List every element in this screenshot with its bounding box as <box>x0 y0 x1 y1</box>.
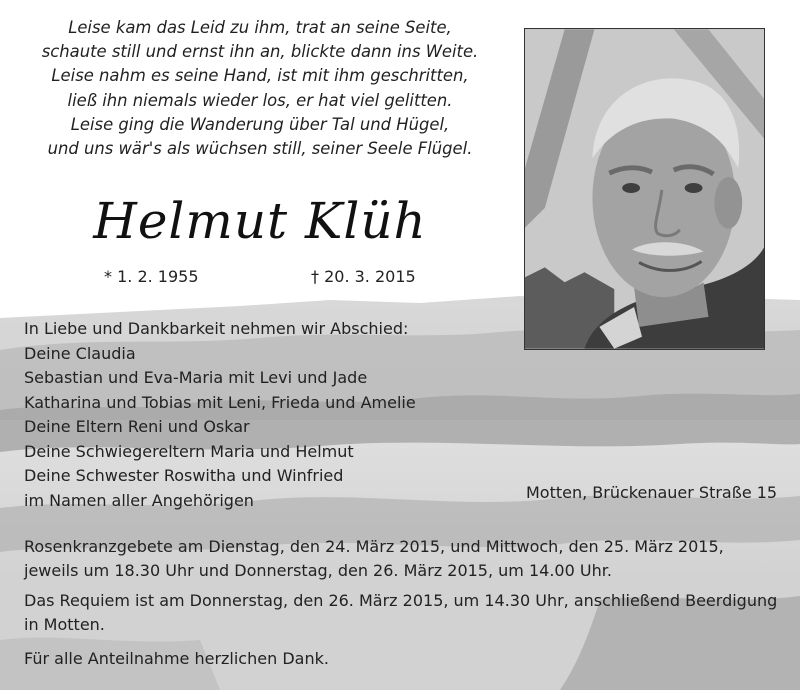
poem-line: ließ ihn niemals wieder los, er hat viel gelitten. <box>67 90 453 110</box>
address: Motten, Brückenauer Straße 15 <box>526 483 778 502</box>
mourners-line: Deine Claudia <box>24 343 136 363</box>
poem-line: schaute still und ernst ihn an, blickte dann ins Weite. <box>41 42 479 62</box>
requiem-line: Das Requiem ist am Donnerstag, den 26. März 2015, um 14.30 Uhr, anschließend Beerdigung <box>24 591 778 610</box>
mourners-line: im Namen aller Angehörigen <box>24 490 254 510</box>
service-notes <box>24 535 777 671</box>
mourners-line: Katharina und Tobias mit Leni, Frieda und Amelie <box>24 392 416 412</box>
birth-date: * 1. 2. 1955 <box>104 267 199 286</box>
death-date: † 20. 3. 2015 <box>311 267 416 286</box>
poem-line: und uns wär's als wüchsen still, seiner Seele Flügel. <box>47 139 473 159</box>
mourners-line: Deine Eltern Reni und Oskar <box>24 417 250 436</box>
mourners-line: In Liebe und Dankbarkeit nehmen wir Abschied: <box>24 319 409 338</box>
portrait-image <box>525 29 764 349</box>
rosary-line: jeweils um 18.30 Uhr und Donnerstag, den 26. März 2015, um 14.00 Uhr. <box>24 561 612 580</box>
mourners-line: Deine Schwiegereltern Maria und Helmut <box>24 441 354 461</box>
poem-line: Leise ging die Wanderung über Tal und Hügel, <box>70 114 450 134</box>
portrait-photo <box>524 28 765 350</box>
deceased-name: Helmut Klüh <box>93 192 427 250</box>
requiem-line: in Motten. <box>24 615 105 634</box>
mourners-list <box>24 317 416 513</box>
mourners-line: Sebastian und Eva-Maria mit Levi und Jade <box>24 368 368 387</box>
poem-line: Leise nahm es seine Hand, ist mit ihm geschritten, <box>51 66 469 86</box>
poem <box>0 16 520 161</box>
thanks-line: Für alle Anteilnahme herzlichen Dank. <box>24 649 329 668</box>
mourners-line: Deine Schwester Roswitha und Winfried <box>24 466 344 485</box>
rosary-line: Rosenkranzgebete am Dienstag, den 24. März 2015, und Mittwoch, den 25. März 2015, <box>24 537 724 556</box>
poem-line: Leise kam das Leid zu ihm, trat an seine Seite, <box>68 18 452 37</box>
